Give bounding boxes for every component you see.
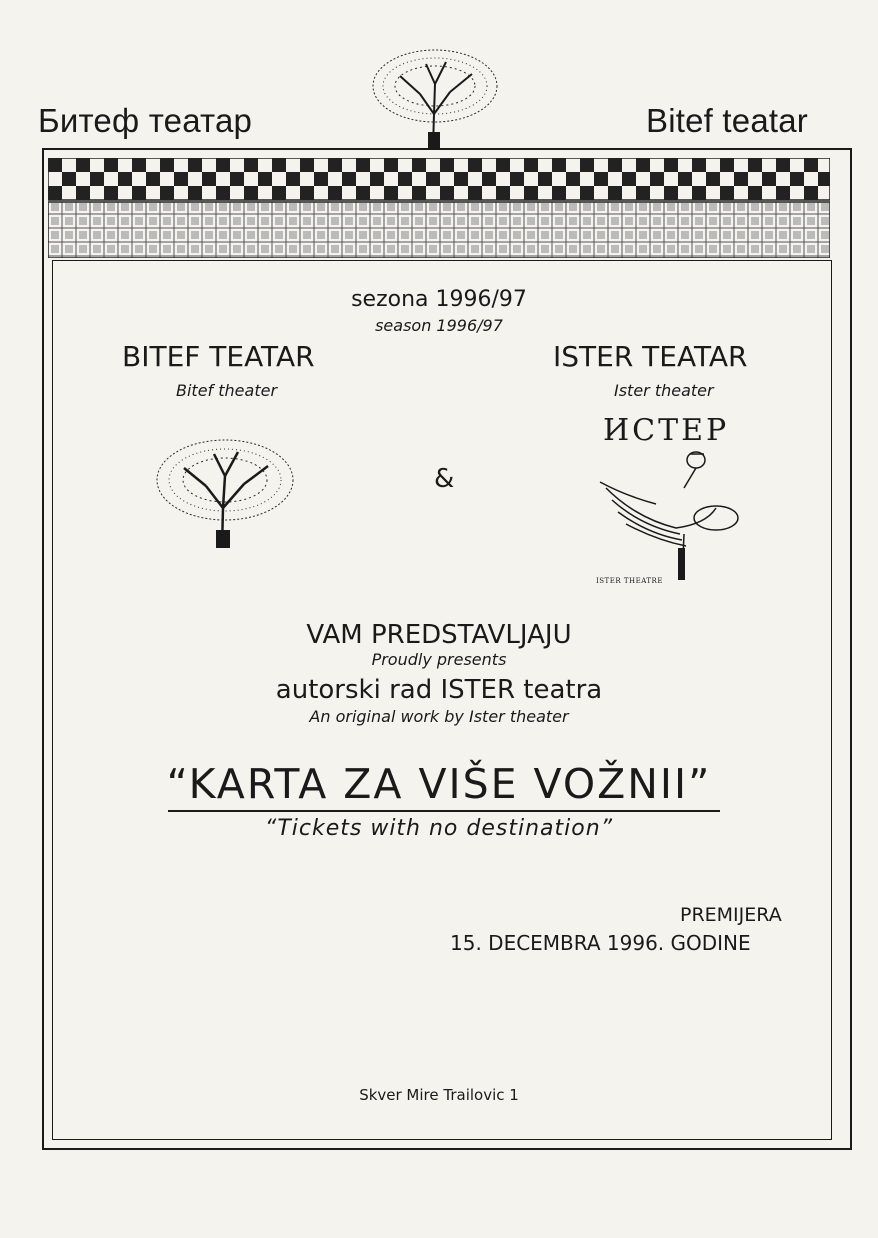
tree-icon — [150, 432, 300, 550]
premiere-label: PREMIJERA — [680, 904, 782, 926]
work-line-en: An original work by Ister theater — [309, 707, 569, 726]
tree-icon — [360, 44, 510, 150]
header-left-title: Битеф театар — [38, 102, 253, 139]
presents-line: VAM PREDSTAVLJAJU — [306, 620, 572, 650]
theater-right: ISTER TEATAR — [553, 340, 748, 373]
presents-line-en: Proudly presents — [371, 650, 507, 669]
checkerboard-band — [48, 158, 830, 258]
premiere-date: 15. DECEMBRA 1996. GODINE — [450, 931, 751, 955]
ister-logo-caption: ISTER THEATRE — [596, 577, 663, 585]
season-line: sezona 1996/97 — [351, 287, 527, 312]
theater-right-en: Ister theater — [614, 381, 714, 400]
work-line: autorski rad ISTER teatra — [275, 675, 603, 705]
play-title: “KARTA ZA VIŠE VOŽNII” — [166, 760, 712, 808]
theater-left: BITEF TEATAR — [122, 340, 315, 373]
title-underline — [168, 810, 720, 812]
play-title-en: “Tickets with no destination” — [264, 816, 614, 841]
theater-left-en: Bitef theater — [176, 381, 278, 400]
ampersand: & — [434, 464, 455, 494]
header-right-title: Bitef teatar — [646, 102, 808, 139]
ister-logo-text: ИСТЕР — [603, 413, 730, 448]
address: Skver Mire Trailovic 1 — [359, 1086, 519, 1104]
season-line-en: season 1996/97 — [375, 316, 503, 335]
bird-icon — [596, 448, 746, 588]
